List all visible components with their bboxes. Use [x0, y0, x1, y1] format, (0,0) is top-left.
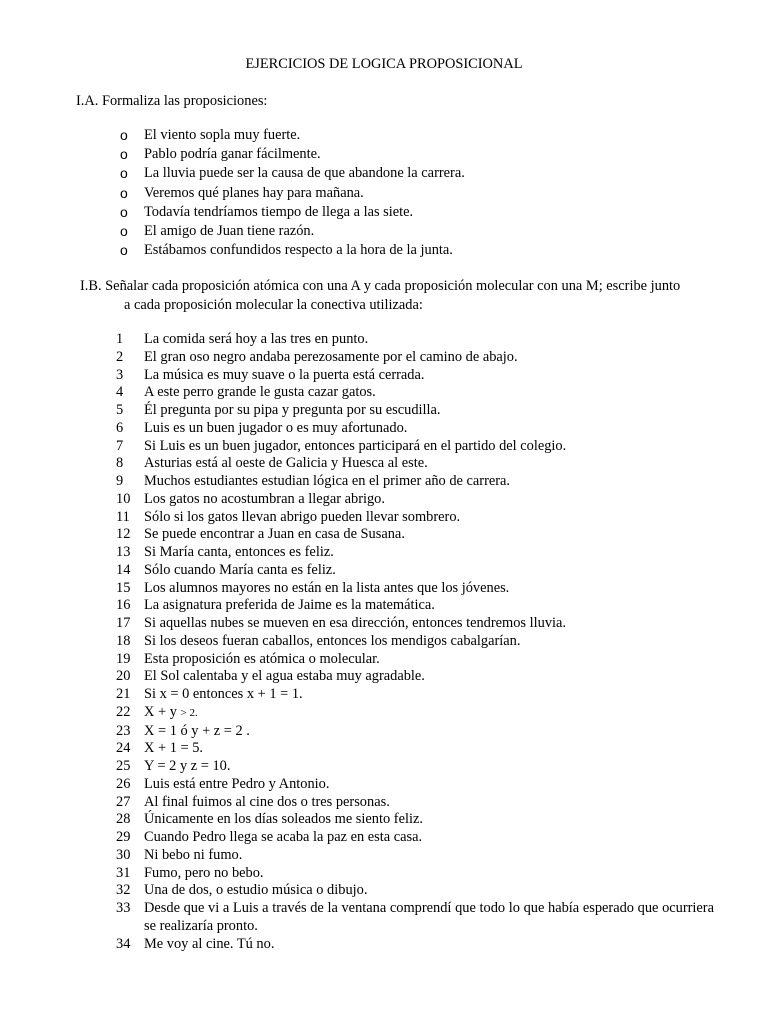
item-number: 32 [116, 882, 131, 899]
item-number: 29 [116, 829, 131, 845]
bullet-text: La lluvia puede ser la causa de que abandone la carrera. [144, 165, 465, 182]
item-number: 34 [116, 935, 131, 952]
numbered-item [116, 882, 714, 900]
numbered-item [116, 544, 714, 562]
numbered-item [116, 723, 714, 741]
item-number: 13 [116, 544, 131, 560]
item-text: Una de dos, o estudio música o dibujo. [144, 882, 368, 899]
item-text: La asignatura preferida de Jaime es la matemática. [144, 597, 435, 614]
item-text: Fumo, pero no bebo. [144, 864, 264, 881]
bullet-marker: o [120, 127, 128, 143]
item-number: 7 [116, 437, 124, 454]
item-text: Desde que vi a Luis a través de la ventana comprendí que todo lo que había esperado que ocurriera se realizaría pronto. [144, 900, 714, 934]
item-text: Si x = 0 entonces x + 1 = 1. [144, 686, 303, 702]
section-b-heading-line1: I.B. Señalar cada proposición atómica con una A y cada proposición molecular con una M; escribe junto [80, 278, 681, 294]
item-text: Y = 2 y z = 10. [144, 758, 231, 774]
item-text: Me voy al cine. Tú no. [144, 935, 275, 952]
item-number: 15 [116, 579, 131, 596]
item-text: La música es muy suave o la puerta está cerrada. [144, 366, 425, 383]
bullet-item [120, 222, 465, 241]
bullet-item [120, 145, 465, 164]
document-title: EJERCICIOS DE LOGICA PROPOSICIONAL [245, 56, 523, 72]
numbered-item [116, 758, 714, 776]
item-text: Ni bebo ni fumo. [144, 846, 243, 863]
numbered-item [116, 847, 714, 865]
numbered-item [116, 491, 714, 509]
item-number: 23 [116, 722, 131, 739]
numbered-item [116, 367, 714, 385]
bullet-text: El amigo de Juan tiene razón. [144, 222, 315, 239]
numbered-item [116, 384, 714, 402]
numbered-item [116, 633, 714, 651]
item-text: Al final fuimos al cine dos o tres personas. [144, 793, 390, 810]
numbered-item [116, 562, 714, 580]
bullet-item [120, 203, 465, 222]
section-a-list [120, 126, 465, 260]
numbered-item [116, 686, 714, 704]
item-number: 25 [116, 758, 131, 774]
item-text: Únicamente en los días soleados me siento feliz. [144, 811, 423, 828]
section-b-list [116, 331, 714, 953]
bullet-item [120, 184, 465, 203]
item-text: Si María canta, entonces es feliz. [144, 544, 334, 560]
numbered-item [116, 794, 714, 812]
item-number: 16 [116, 597, 131, 614]
numbered-item [116, 668, 714, 686]
numbered-item [116, 740, 714, 758]
numbered-item [116, 331, 714, 349]
item-text: X = 1 ó y + z = 2 . [144, 722, 250, 739]
item-text: X + y > 2. [144, 703, 198, 720]
bullet-marker: o [120, 165, 128, 182]
numbered-item [116, 615, 714, 633]
numbered-item [116, 349, 714, 367]
item-text: Los gatos no acostumbran a llegar abrigo. [144, 490, 385, 507]
numbered-item [116, 420, 714, 438]
item-number: 24 [116, 740, 131, 757]
item-text: Si aquellas nubes se mueven en esa dirección, entonces tendremos lluvia. [144, 615, 566, 631]
numbered-item [116, 829, 714, 847]
section-b-heading [80, 277, 714, 315]
item-text: Si Luis es un buen jugador, entonces participará en el partido del colegio. [144, 437, 567, 454]
bullet-text: Todavía tendríamos tiempo de llega a las siete. [144, 203, 414, 220]
item-text: El gran oso negro andaba perezosamente por el camino de abajo. [144, 348, 518, 365]
item-number: 31 [116, 864, 131, 881]
item-number: 19 [116, 650, 131, 667]
item-text: Muchos estudiantes estudian lógica en el primer año de carrera. [144, 473, 511, 489]
bullet-marker: o [120, 242, 128, 259]
numbered-item [116, 704, 714, 723]
bullet-marker: o [120, 203, 128, 220]
item-text: X + 1 = 5. [144, 740, 204, 757]
bullet-text: Veremos qué planes hay para mañana. [144, 184, 364, 201]
item-number: 27 [116, 793, 131, 810]
numbered-item [116, 402, 714, 420]
numbered-item [116, 651, 714, 669]
numbered-item [116, 776, 714, 794]
numbered-item [116, 509, 714, 527]
item-text: La comida será hoy a las tres en punto. [144, 331, 369, 347]
item-text-small: > 2. [180, 706, 198, 719]
item-text: El Sol calentaba y el agua estaba muy agradable. [144, 668, 425, 685]
item-text: A este perro grande le gusta cazar gatos. [144, 384, 376, 401]
item-text: Él pregunta por su pipa y pregunta por su escudilla. [144, 402, 441, 418]
numbered-item [116, 865, 714, 883]
bullet-text: Estábamos confundidos respecto a la hora de la junta. [144, 242, 453, 259]
item-number: 11 [116, 508, 130, 525]
item-number: 9 [116, 473, 124, 489]
numbered-item [116, 580, 714, 598]
item-number: 8 [116, 455, 124, 472]
item-number: 2 [116, 348, 124, 365]
bullet-marker: o [120, 222, 128, 239]
item-text: Asturias está al oeste de Galicia y Huesca al este. [144, 455, 428, 472]
numbered-item [116, 900, 714, 936]
section-a-heading: I.A. Formaliza las proposiciones: [76, 93, 268, 109]
item-number: 30 [116, 846, 131, 863]
bullet-item [120, 164, 465, 183]
numbered-item [116, 526, 714, 544]
item-number: 33 [116, 900, 131, 916]
item-number: 21 [116, 686, 131, 702]
numbered-item [116, 811, 714, 829]
bullet-text: El viento sopla muy fuerte. [144, 127, 301, 143]
item-number: 28 [116, 811, 131, 828]
item-number: 18 [116, 632, 131, 649]
numbered-item [116, 438, 714, 456]
item-text: Los alumnos mayores no están en la lista antes que los jóvenes. [144, 579, 510, 596]
bullet-text: Pablo podría ganar fácilmente. [144, 146, 321, 163]
numbered-item [116, 597, 714, 615]
item-number: 5 [116, 402, 124, 418]
item-number: 3 [116, 366, 124, 383]
item-text: Luis es un buen jugador o es muy afortunado. [144, 419, 408, 436]
item-number: 26 [116, 775, 131, 792]
bullet-marker: o [120, 146, 128, 163]
bullet-marker: o [120, 184, 128, 201]
section-b-heading-line2: a cada proposición molecular la conectiva utilizada: [124, 297, 423, 313]
item-number: 22 [116, 703, 131, 720]
item-number: 1 [116, 331, 124, 347]
bullet-item [120, 241, 465, 260]
numbered-item [116, 455, 714, 473]
bullet-item [120, 126, 465, 145]
item-number: 14 [116, 561, 131, 578]
item-text: Esta proposición es atómica o molecular. [144, 650, 380, 667]
item-number: 6 [116, 419, 124, 436]
item-text: Luis está entre Pedro y Antonio. [144, 775, 330, 792]
item-number: 4 [116, 384, 124, 401]
item-number: 20 [116, 668, 131, 685]
item-number: 12 [116, 526, 131, 543]
item-number: 17 [116, 615, 131, 631]
item-text: Sólo cuando María canta es feliz. [144, 561, 336, 578]
numbered-item [116, 936, 714, 954]
item-text: Se puede encontrar a Juan en casa de Susana. [144, 526, 405, 543]
item-text: Si los deseos fueran caballos, entonces los mendigos cabalgarían. [144, 632, 521, 649]
item-text: Cuando Pedro llega se acaba la paz en esta casa. [144, 829, 423, 845]
item-number: 10 [116, 490, 131, 507]
item-text: Sólo si los gatos llevan abrigo pueden llevar sombrero. [144, 508, 461, 525]
numbered-item [116, 473, 714, 491]
